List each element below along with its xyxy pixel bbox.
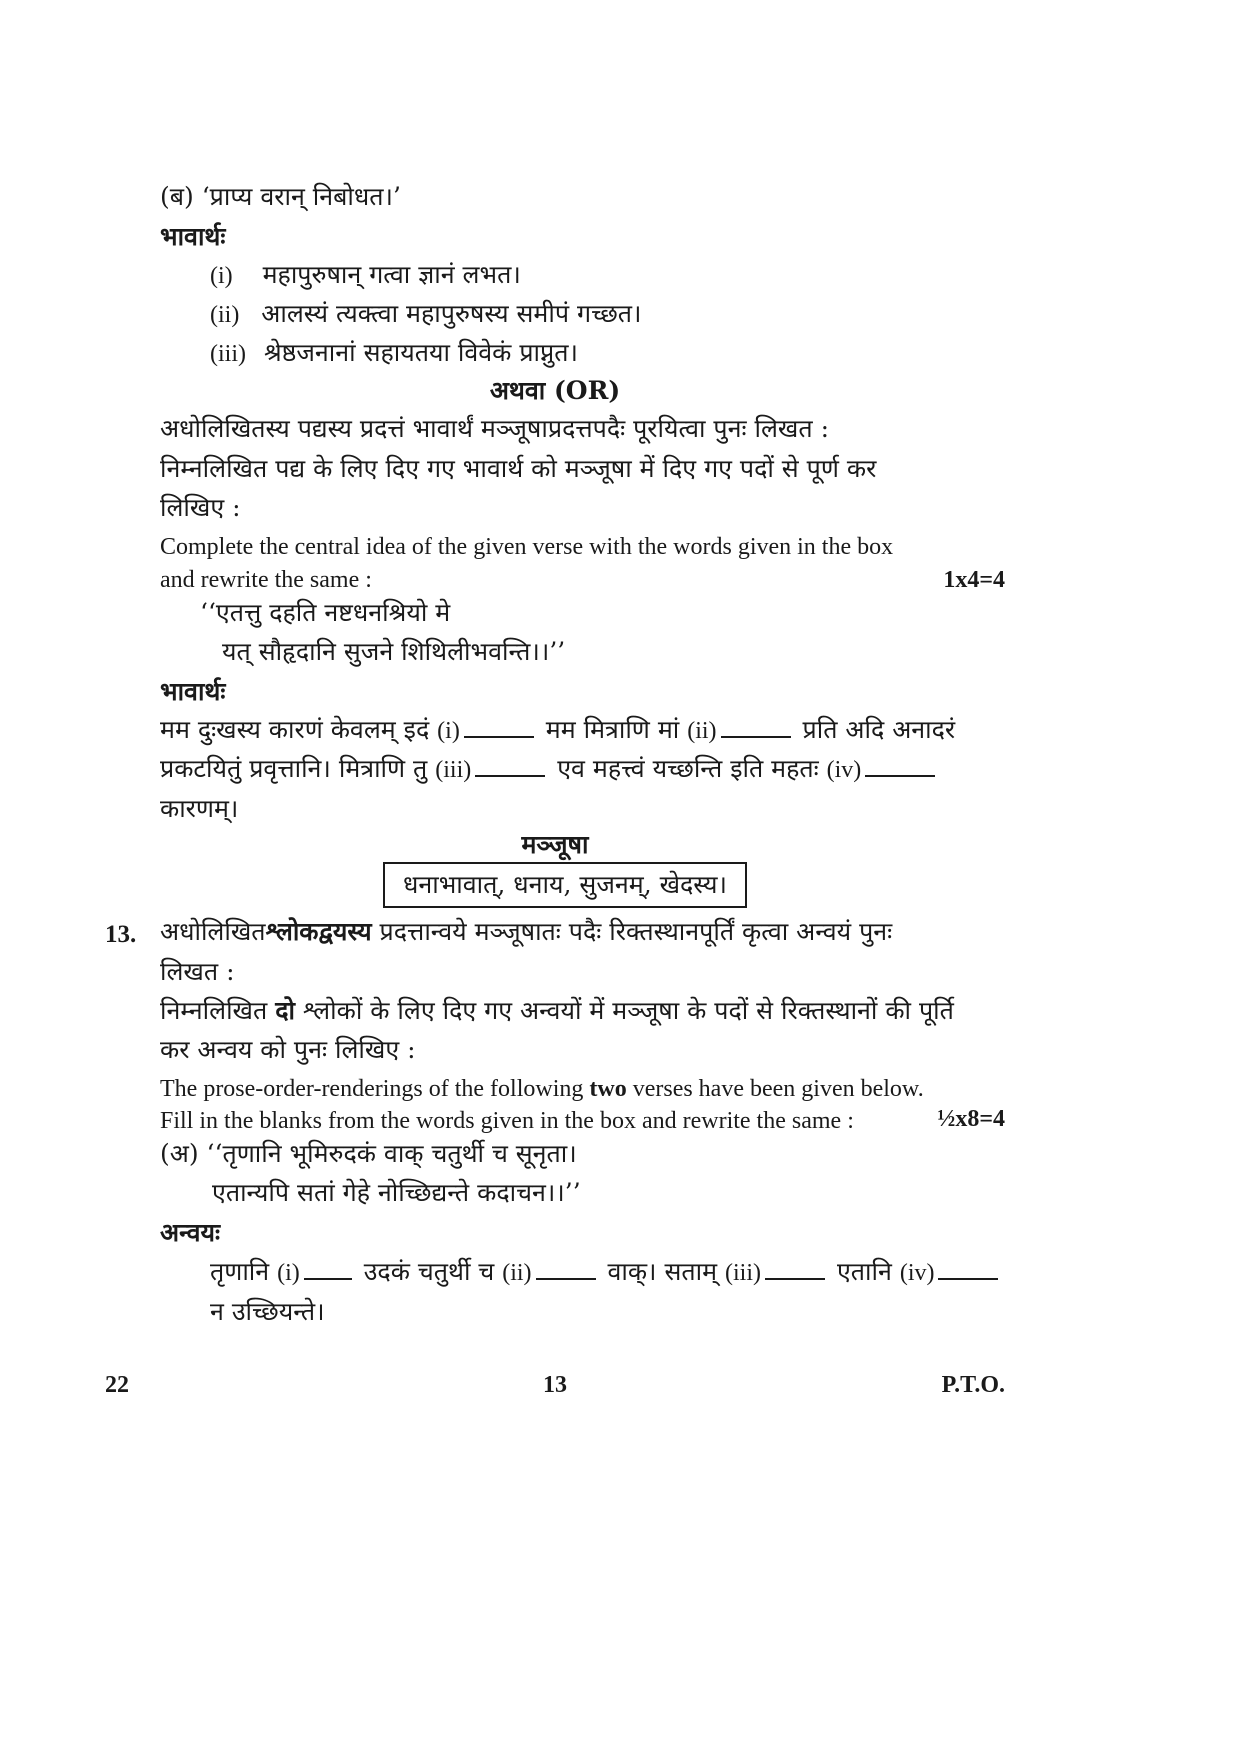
option-text: आलस्यं त्यक्त्वा महापुरुषस्य समीपं गच्छत। [261, 299, 642, 328]
blank-label-i: (i) [437, 718, 460, 744]
anvay-blank-ii[interactable] [536, 1256, 596, 1280]
q13-instr-en-1 [160, 1072, 924, 1106]
manjusha-title: मञ्जूषा [521, 830, 589, 859]
verse-a-line-2: एतान्यपि सतां गेहे नोच्छिद्यन्ते कदाचन।।’’ [212, 1178, 581, 1207]
option-ii [210, 297, 642, 332]
q13-instr-en-2: Fill in the blanks from the words given in the box and rewrite the same : [160, 1108, 854, 1134]
bhavarth-line-2 [160, 752, 939, 787]
anvay-line-2: न उच्छियन्ते। [210, 1297, 325, 1326]
or-instr-hindi-2: लिखिए : [160, 493, 241, 522]
blank-iii[interactable] [475, 753, 545, 777]
marks-q13: ½x8=4 [937, 1106, 1005, 1132]
option-i [210, 258, 521, 293]
anvay-blank-iv[interactable] [938, 1256, 998, 1280]
anvay-heading: अन्वयः [160, 1218, 221, 1247]
q13-instr-sanskrit-2: लिखत : [160, 957, 235, 986]
q13-instr-sanskrit-1 [160, 915, 892, 949]
bhavarth-text: मम मित्राणि मां [545, 715, 680, 744]
blank-ii[interactable] [721, 714, 791, 738]
blank-label-iii: (iii) [725, 1260, 762, 1286]
bhavarth-heading-2: भावार्थः [160, 677, 226, 706]
q13-text: The prose-order-renderings of the following [160, 1076, 590, 1102]
bhavarth-line-3: कारणम्। [160, 794, 239, 823]
bhavarth-heading-1: भावार्थः [160, 222, 226, 251]
blank-iv[interactable] [865, 753, 935, 777]
q13-text: निम्नलिखित [160, 996, 276, 1025]
bhavarth-text: मम दुःखस्य कारणं केवलम् इदं [160, 715, 430, 744]
page-number: 13 [543, 1372, 567, 1398]
option-num: (ii) [210, 302, 240, 328]
q13-text: श्लोकों के लिए दिए गए अन्वयों में मञ्जूषा के पदों से रिक्तस्थानों की पूर्ति [294, 996, 954, 1025]
footer-code: 22 [105, 1372, 129, 1398]
or-instr-en-2: and rewrite the same : [160, 567, 372, 593]
option-num: (iii) [210, 341, 246, 367]
or-instr-en-1: Complete the central idea of the given verse with the words given in the box [160, 534, 894, 560]
option-num: (i) [210, 263, 233, 289]
q13-instr-hindi-1 [160, 994, 954, 1028]
option-text: श्रेष्ठजनानां सहायतया विवेकं प्राप्नुत। [263, 338, 578, 367]
bhavarth-text: एव महत्त्वं यच्छन्ति इति महतः [557, 754, 819, 783]
marks-or: 1x4=4 [943, 567, 1005, 593]
verse-a-line-1: (अ) ‘‘तृणानि भूमिरुदकं वाक् चतुर्थी च सूनृता। [160, 1139, 577, 1168]
option-text: महापुरुषान् गत्वा ज्ञानं लभत। [262, 260, 521, 289]
q12b-line: (ब) ‘प्राप्य वरान् निबोधत।’ [160, 182, 401, 211]
anvay-blank-i[interactable] [304, 1256, 352, 1280]
anvay-text: वाक्। सताम् [607, 1257, 718, 1286]
blank-label-iv: (iv) [826, 757, 862, 783]
q13-text: अधोलिखित [160, 917, 266, 946]
question-number-13: 13. [105, 921, 137, 948]
blank-label-iii: (iii) [435, 757, 472, 783]
anvay-text: तृणानि [210, 1257, 270, 1286]
q13-instr-hindi-2: कर अन्वय को पुनः लिखिए : [160, 1035, 416, 1064]
bhavarth-text: प्रति अदि अनादरं [802, 715, 956, 744]
manjusha-box: धनाभावात्, धनाय, सुजनम्, खेदस्य। [383, 862, 747, 908]
bhavarth-text: प्रकटयितुं प्रवृत्तानि। मित्राणि तु [160, 754, 428, 783]
blank-label-i: (i) [277, 1260, 300, 1286]
verse-line-2: यत् सौहृदानि सुजने शिथिलीभवन्ति।।’’ [222, 637, 566, 666]
blank-label-ii: (ii) [502, 1260, 532, 1286]
q13-text-bold: दो [275, 996, 295, 1025]
blank-label-ii: (ii) [687, 718, 717, 744]
q13-text-bold: श्लोकद्वयस्य [265, 917, 372, 946]
anvay-blank-iii[interactable] [765, 1256, 825, 1280]
or-label: अथवा (OR) [489, 376, 621, 405]
or-instr-hindi-1: निम्नलिखित पद्य के लिए दिए गए भावार्थ को मञ्जूषा में दिए गए पदों से पूर्ण कर [160, 454, 877, 483]
blank-label-iv: (iv) [899, 1260, 935, 1286]
anvay-text: उदकं चतुर्थी च [363, 1257, 495, 1286]
anvay-line-1 [210, 1255, 1002, 1290]
blank-i[interactable] [464, 714, 534, 738]
or-instr-sanskrit: अधोलिखितस्य पद्यस्य प्रदत्तं भावार्थं मञ्जूषाप्रदत्तपदैः पूरयित्वा पुनः लिखत : [160, 414, 829, 443]
q13-text: verses have been given below. [626, 1076, 924, 1102]
pto-label: P.T.O. [941, 1372, 1005, 1398]
option-iii [210, 336, 578, 371]
anvay-text: एतानि [836, 1257, 892, 1286]
verse-line-1: ‘‘एतत्तु दहति नष्टधनश्रियो मे [200, 598, 451, 627]
q13-text: प्रदत्तान्वये मञ्जूषातः पदैः रिक्तस्थानपूर्तिं कृत्वा अन्वयं पुनः [371, 917, 893, 946]
bhavarth-line-1 [160, 713, 955, 748]
q13-text-bold: two [589, 1076, 627, 1102]
